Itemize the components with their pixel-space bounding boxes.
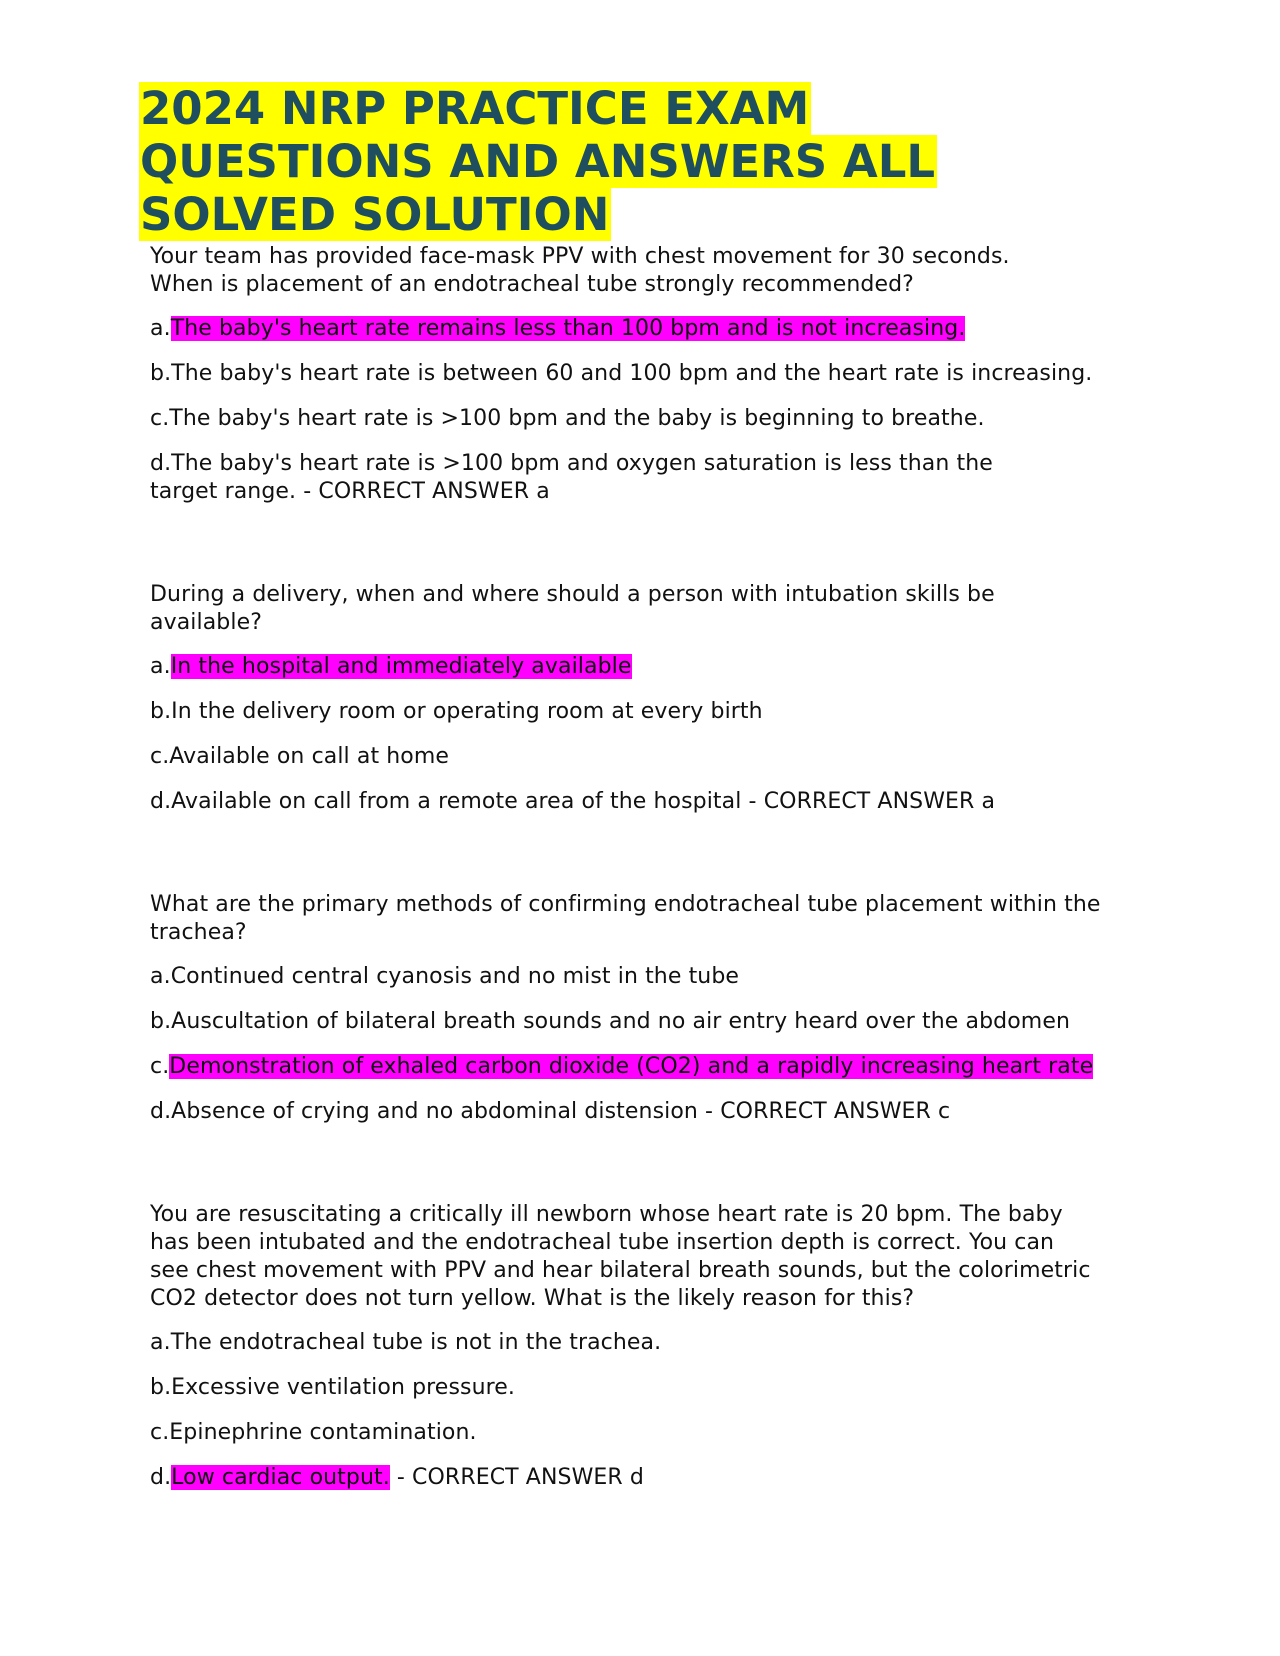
option-prefix: d. <box>150 1465 172 1490</box>
option-d <box>150 1464 1150 1492</box>
question-list <box>150 243 1150 1509</box>
option-prefix: d. <box>150 451 172 476</box>
option-d <box>150 1098 1150 1126</box>
option-c <box>150 743 1150 771</box>
option-a <box>150 1329 1150 1357</box>
option-prefix: a. <box>150 654 171 679</box>
correct-answer: - CORRECT ANSWER c <box>697 1099 951 1124</box>
option-b <box>150 360 1150 388</box>
title-line-1: 2024 NRP PRACTICE EXAM <box>140 82 810 135</box>
option-a <box>150 653 1150 681</box>
option-text: The baby's heart rate is >100 bpm and oxygen saturation is less than the target range. <box>150 451 993 504</box>
option-d <box>150 450 1010 506</box>
option-c <box>150 405 1150 433</box>
option-text: The endotracheal tube is not in the trachea. <box>170 1330 662 1355</box>
title-line-2: QUESTIONS AND ANSWERS ALL <box>140 135 936 188</box>
question-1 <box>150 243 1150 506</box>
question-3 <box>150 891 1150 1126</box>
title-line-3: SOLVED SOLUTION <box>140 188 610 241</box>
option-prefix: b. <box>150 699 172 724</box>
option-prefix: b. <box>150 1375 172 1400</box>
option-d <box>150 788 1150 816</box>
option-prefix: d. <box>150 1099 172 1124</box>
option-prefix: b. <box>150 1009 172 1034</box>
option-prefix: c. <box>150 1420 170 1445</box>
option-b <box>150 1374 1150 1402</box>
option-b <box>150 698 1150 726</box>
question-text: During a delivery, when and where should a person with intubation skills be available? <box>150 582 995 635</box>
option-prefix: d. <box>150 789 172 814</box>
option-text: Absence of crying and no abdominal distension <box>171 1099 698 1124</box>
option-b <box>150 1008 1150 1036</box>
highlighted-answer: The baby's heart rate remains less than 100 bpm and is not increasing. <box>170 316 966 341</box>
option-prefix: c. <box>150 744 170 769</box>
highlighted-answer: In the hospital and immediately available <box>170 654 632 679</box>
question-text: What are the primary methods of confirming endotracheal tube placement within the trachea? <box>150 892 1101 945</box>
option-prefix: c. <box>150 1054 170 1079</box>
option-text: Epinephrine contamination. <box>169 1420 477 1445</box>
correct-answer: - CORRECT ANSWER a <box>741 789 996 814</box>
option-a <box>150 963 1150 991</box>
option-c <box>150 1053 1150 1081</box>
correct-answer: - CORRECT ANSWER a <box>296 479 550 504</box>
option-prefix: c. <box>150 406 170 431</box>
option-text: Excessive ventilation pressure. <box>171 1375 516 1400</box>
option-c <box>150 1419 1150 1447</box>
option-prefix: b. <box>150 361 172 386</box>
option-text: Continued central cyanosis and no mist in the tube <box>170 964 740 989</box>
option-a <box>150 315 1150 343</box>
option-text: The baby's heart rate is between 60 and 100 bpm and the heart rate is increasing. <box>171 361 1093 386</box>
option-text: Available on call at home <box>169 744 450 769</box>
correct-answer: - CORRECT ANSWER d <box>389 1465 644 1490</box>
option-prefix: a. <box>150 1330 171 1355</box>
question-text: Your team has provided face-mask PPV with chest movement for 30 seconds. When is placement of an endotracheal tube strongly recommended? <box>150 244 1010 297</box>
option-prefix: a. <box>150 964 171 989</box>
question-2 <box>150 581 1150 816</box>
question-text: You are resuscitating a critically ill newborn whose heart rate is 20 bpm. The baby has been intubated and the endotracheal tube insertion depth is correct. You can see chest movement with PPV and hear bilateral breath sounds, but the colorimetric CO2 detector does not turn yellow. What is the likely reason for this? <box>150 1202 1091 1311</box>
question-4 <box>150 1201 1150 1492</box>
highlighted-answer: Demonstration of exhaled carbon dioxide (CO2) and a rapidly increasing heart rate <box>169 1054 1094 1079</box>
option-text: The baby's heart rate is >100 bpm and the baby is beginning to breathe. <box>169 406 985 431</box>
option-text: Auscultation of bilateral breath sounds and no air entry heard over the abdomen <box>171 1009 1070 1034</box>
option-text: In the delivery room or operating room at every birth <box>171 699 763 724</box>
highlighted-answer: Low cardiac output. <box>171 1465 390 1490</box>
page-title <box>139 82 1139 241</box>
option-text: Available on call from a remote area of the hospital <box>171 789 742 814</box>
option-prefix: a. <box>150 316 171 341</box>
